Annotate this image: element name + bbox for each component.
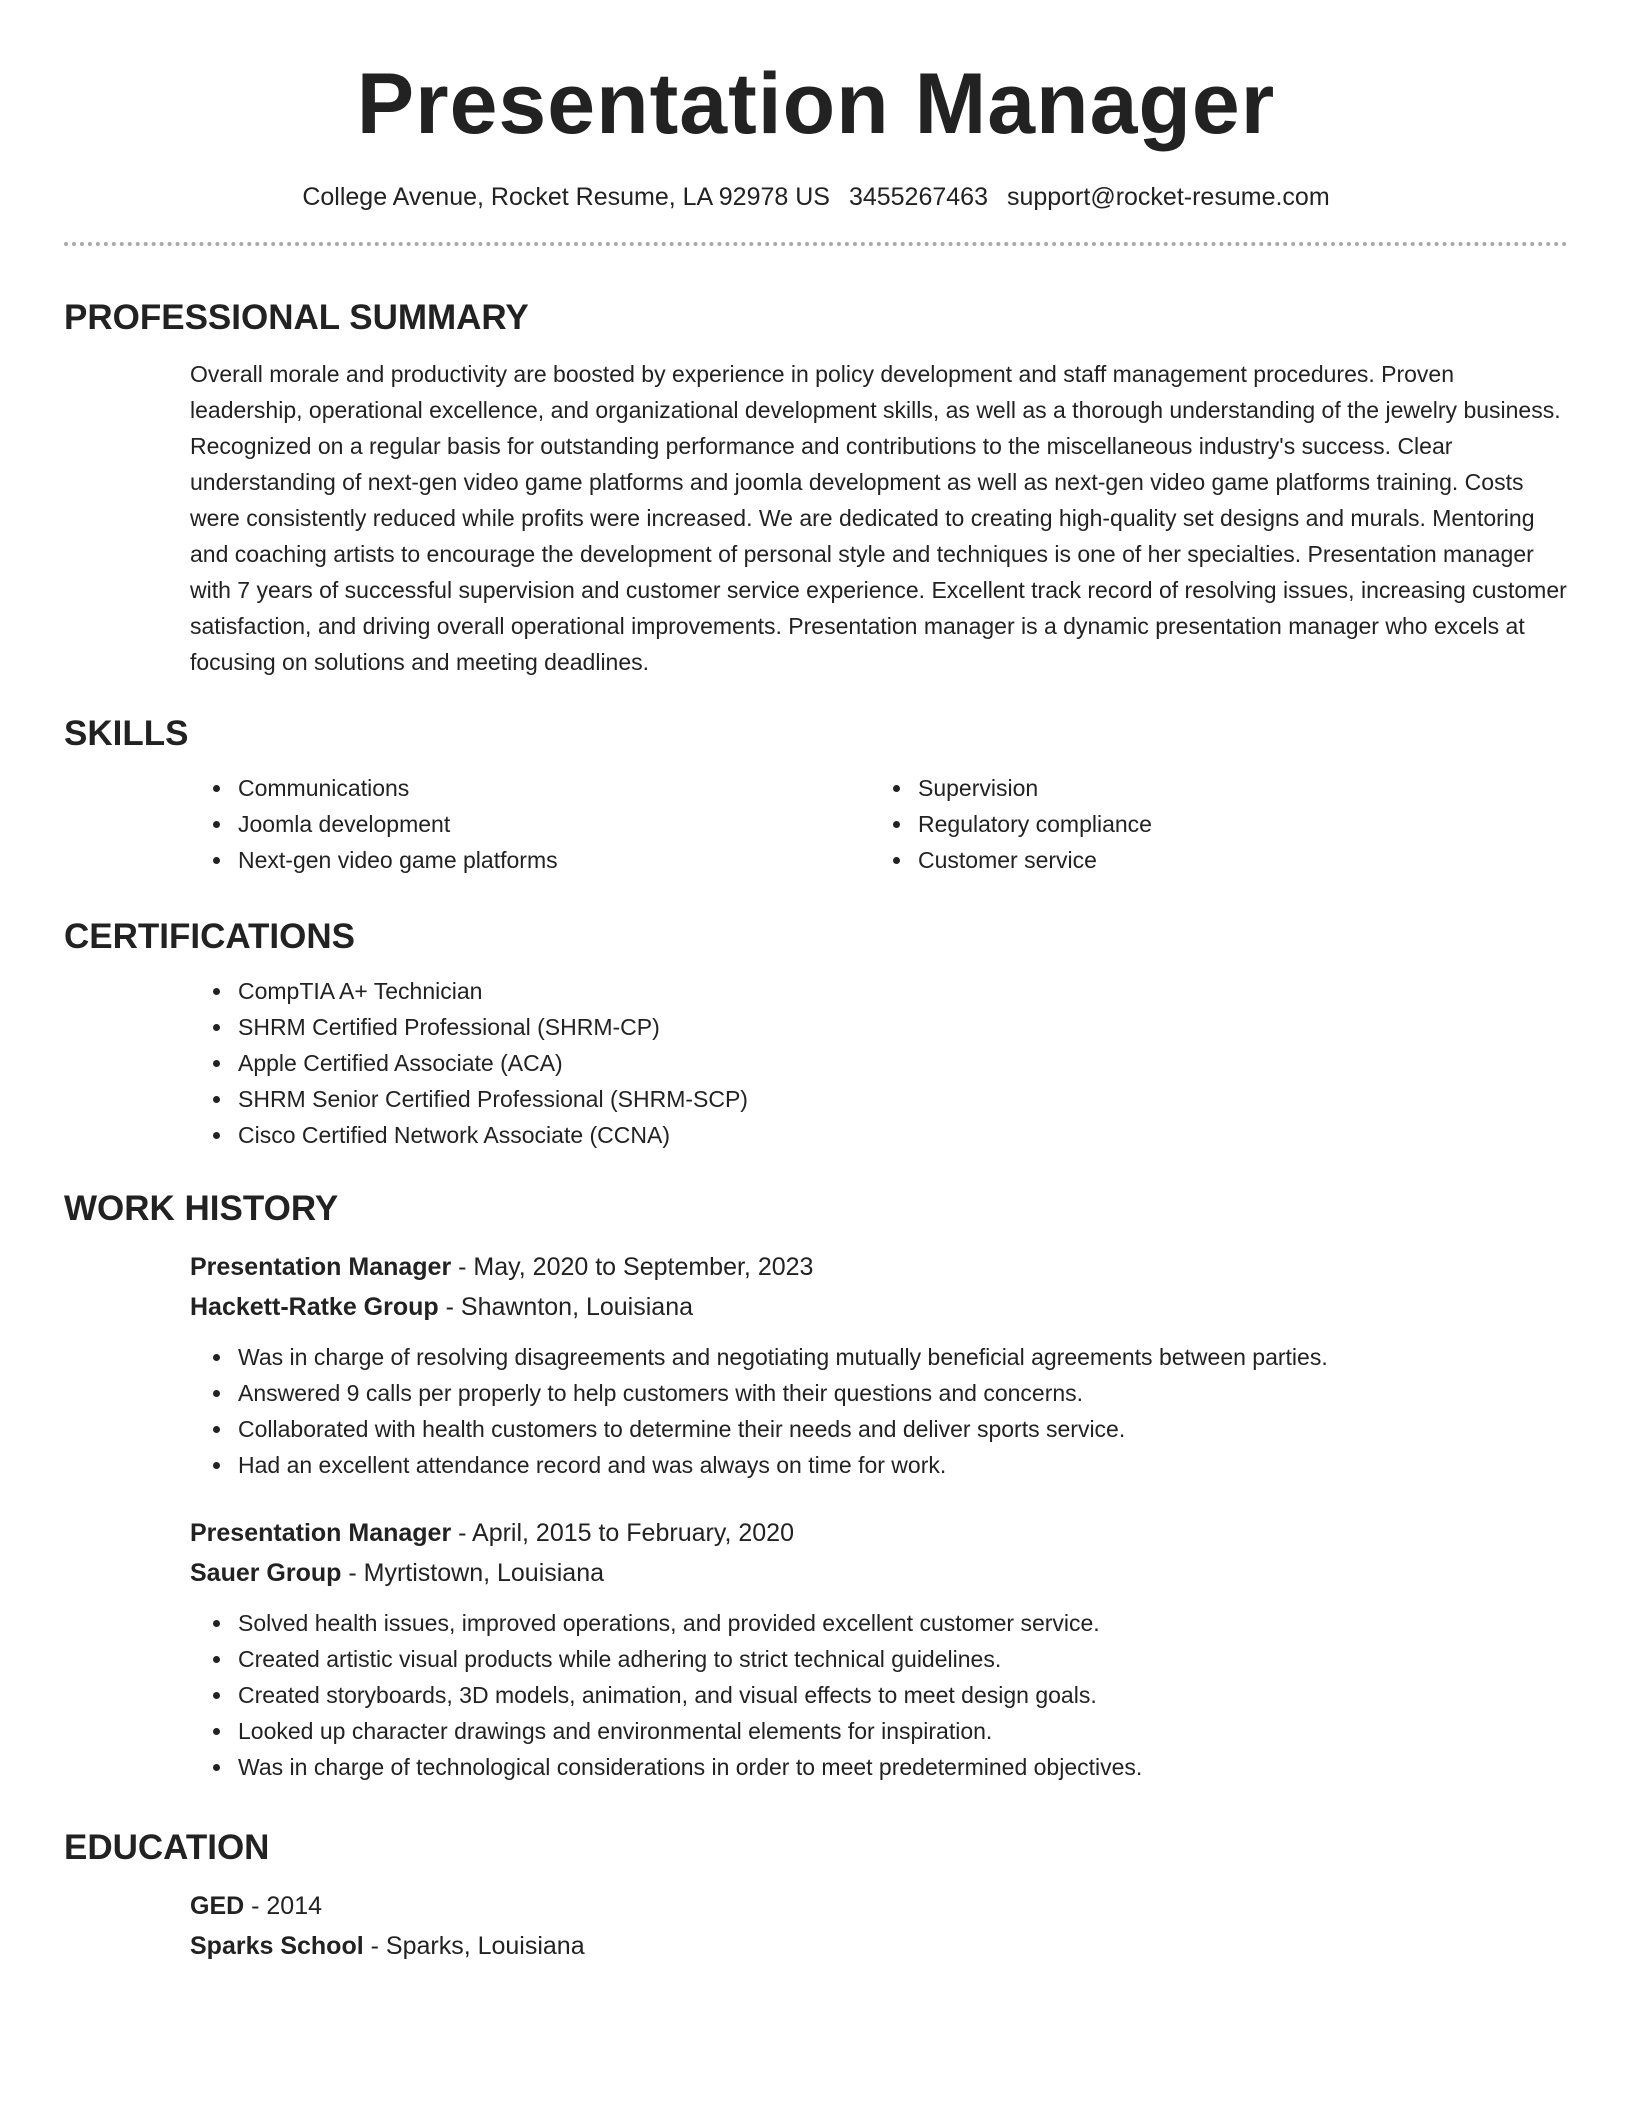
contact-line	[64, 180, 1568, 214]
resume-header	[64, 0, 1568, 246]
job-bullets	[64, 1605, 1568, 1785]
certification-item: • SHRM Senior Certified Professional (SHRM-SCP)	[234, 1081, 1568, 1117]
job-bullet: • Created storyboards, 3D models, animation, and visual effects to meet design goals.	[234, 1677, 1568, 1713]
job-title-line	[190, 1513, 1568, 1553]
job-bullet: • Looked up character drawings and environmental elements for inspiration.	[234, 1713, 1568, 1749]
job-bullet: • Answered 9 calls per properly to help customers with their questions and concerns.	[234, 1375, 1568, 1411]
skills-list-left	[64, 770, 744, 878]
job-bullet: • Solved health issues, improved operations, and provided excellent customer service.	[234, 1605, 1568, 1641]
contact-email: support@rocket-resume.com	[1006, 183, 1330, 211]
education-school-line	[190, 1926, 1568, 1966]
job-company: Hackett-Ratke Group	[190, 1293, 439, 1321]
job-bullet: • Was in charge of resolving disagreements and negotiating mutually beneficial agreements between parties.	[234, 1339, 1568, 1375]
certification-item: • SHRM Certified Professional (SHRM-CP)	[234, 1009, 1568, 1045]
job-bullet: • Created artistic visual products while adhering to strict technical guidelines.	[234, 1641, 1568, 1677]
skill-item: • Joomla development	[234, 806, 744, 842]
job-location: - Shawnton, Louisiana	[438, 1293, 694, 1321]
candidate-name: Presentation Manager	[356, 56, 1276, 152]
certifications-section	[64, 915, 1568, 1153]
education-degree: GED	[190, 1892, 245, 1920]
skill-item: • Next-gen video game platforms	[234, 842, 744, 878]
job-bullet: • Collaborated with health customers to determine their needs and deliver sports service.	[234, 1411, 1568, 1447]
education-section	[64, 1826, 1568, 1966]
job-dates: - April, 2015 to February, 2020	[451, 1519, 794, 1547]
contact-phone: 3455267463	[848, 183, 988, 211]
work-history-section	[64, 1187, 1568, 1785]
job-entry	[190, 1247, 1568, 1327]
summary-title: PROFESSIONAL SUMMARY	[64, 298, 529, 337]
header-divider	[64, 242, 1568, 246]
skills-section	[64, 712, 1568, 878]
summary-text: Overall morale and productivity are boosted by experience in policy development and staff management procedures. Proven leadership, operational excellence, and organizational development skills, as well as a thorough understanding of the jewelry business. Recognized on a regular basis for outstanding performance and contributions to the miscellaneous industry's success. Clear understanding of next-gen video game platforms and joomla development as well as next-gen video game platforms training. Costs were consistently reduced while profits were increased. We are dedicated to creating high-quality set designs and murals. Mentoring and coaching artists to encourage the development of personal style and techniques is one of her specialties. Presentation manager with 7 years of successful supervision and customer service experience. Excellent track record of resolving issues, increasing customer satisfaction, and driving overall operational improvements. Presentation manager is a dynamic presentation manager who excels at focusing on solutions and meeting deadlines.	[190, 361, 1567, 675]
skill-item: • Customer service	[914, 842, 1314, 878]
education-year: - 2014	[244, 1892, 323, 1920]
summary-section	[64, 296, 1568, 680]
skills-title: SKILLS	[64, 714, 189, 753]
resume-page	[64, 0, 1568, 1960]
job-entry	[190, 1513, 1568, 1593]
job-bullet: • Had an excellent attendance record and was always on time for work.	[234, 1447, 1568, 1483]
job-company-line	[190, 1553, 1568, 1593]
certification-item: • CompTIA A+ Technician	[234, 973, 1568, 1009]
job-dates: - May, 2020 to September, 2023	[451, 1253, 814, 1281]
certifications-title: CERTIFICATIONS	[64, 917, 356, 956]
certifications-list	[64, 973, 1568, 1153]
certification-item: • Apple Certified Associate (ACA)	[234, 1045, 1568, 1081]
skills-list-right	[744, 770, 1314, 878]
education-degree-line	[190, 1886, 1568, 1926]
job-location: - Myrtistown, Louisiana	[341, 1559, 605, 1587]
skills-grid	[64, 770, 1568, 878]
job-role: Presentation Manager	[190, 1253, 452, 1281]
job-role: Presentation Manager	[190, 1519, 452, 1547]
job-title-line	[190, 1247, 1568, 1287]
skill-item: • Communications	[234, 770, 744, 806]
skill-item: • Supervision	[914, 770, 1314, 806]
job-bullet: • Was in charge of technological considerations in order to meet predetermined objectives.	[234, 1749, 1568, 1785]
work-history-title: WORK HISTORY	[64, 1189, 339, 1228]
education-school: Sparks School	[190, 1932, 364, 1960]
education-title: EDUCATION	[64, 1828, 270, 1867]
job-company: Sauer Group	[190, 1559, 342, 1587]
education-entry	[190, 1886, 1568, 1966]
job-company-line	[190, 1287, 1568, 1327]
contact-address: College Avenue, Rocket Resume, LA 92978 US	[302, 183, 830, 211]
job-bullets	[64, 1339, 1568, 1483]
education-location: - Sparks, Louisiana	[363, 1932, 585, 1960]
skill-item: • Regulatory compliance	[914, 806, 1314, 842]
certification-item: • Cisco Certified Network Associate (CCNA)	[234, 1117, 1568, 1153]
